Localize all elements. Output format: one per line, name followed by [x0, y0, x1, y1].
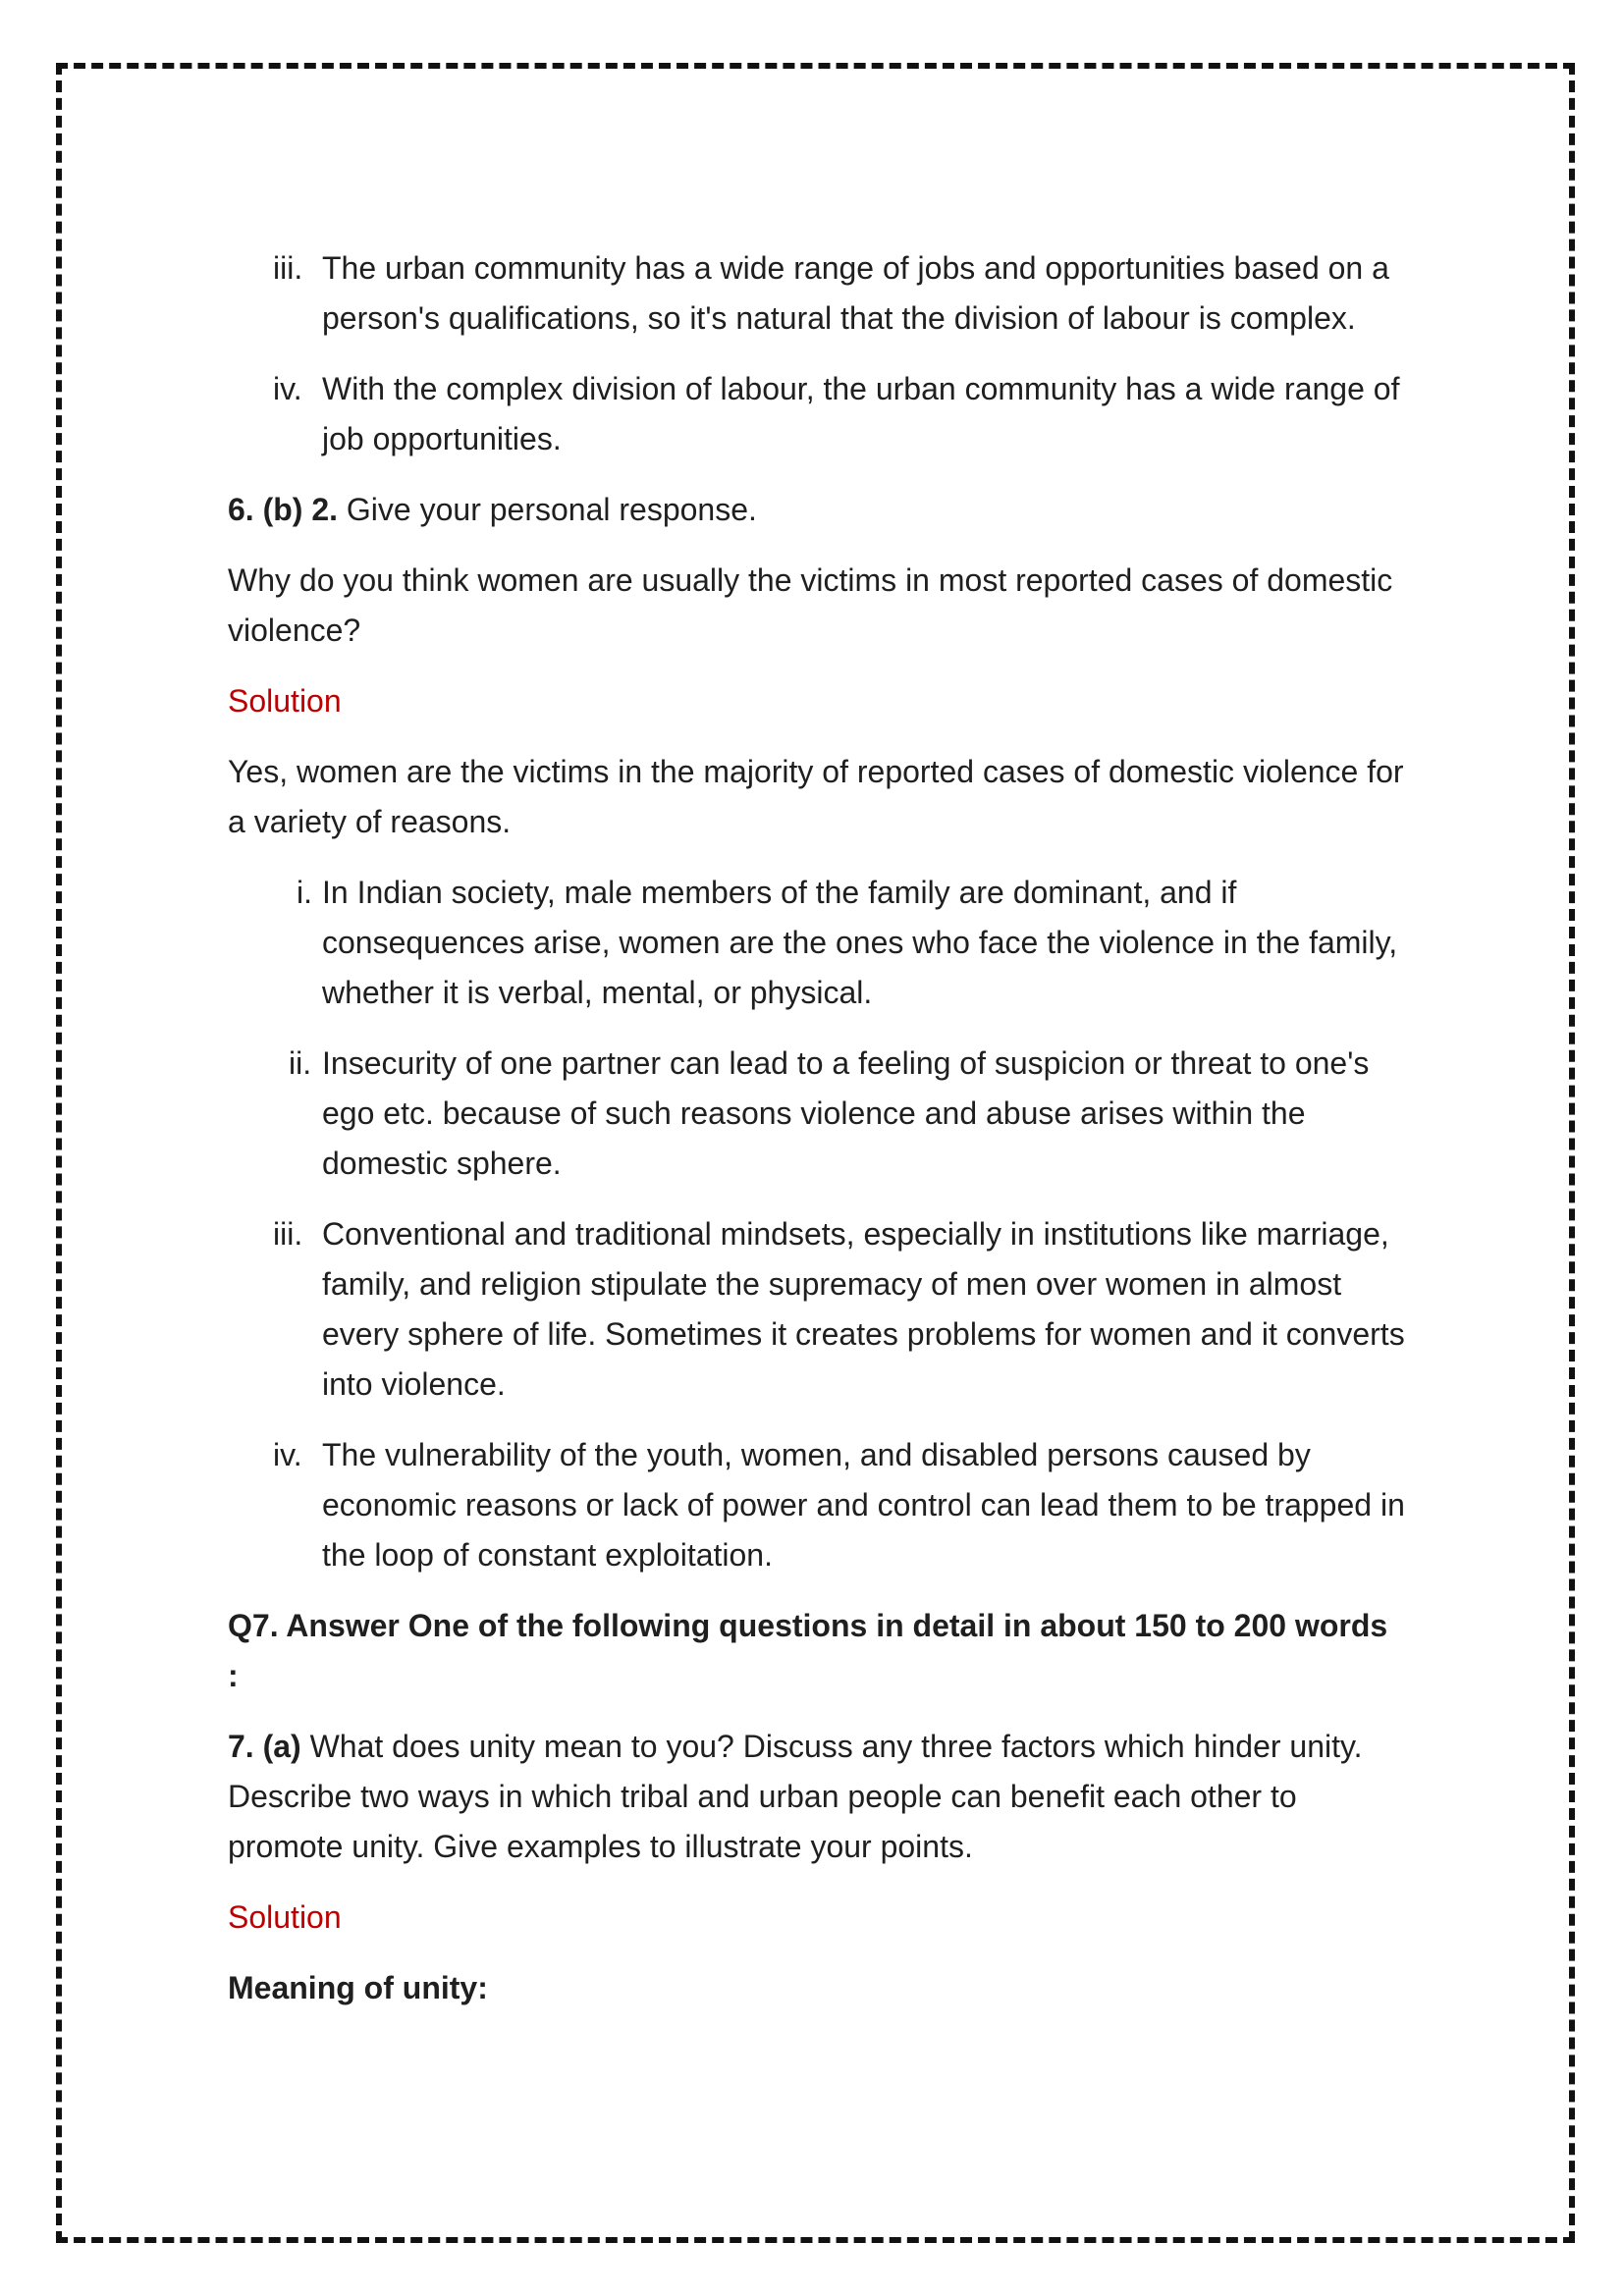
list-number: i. — [297, 875, 312, 910]
question-6b2 — [228, 485, 1406, 535]
meaning-heading: Meaning of unity: — [228, 1970, 488, 2005]
list-item — [228, 1430, 1406, 1580]
question-label: 7. (a) — [228, 1729, 301, 1764]
question-label: 6. (b) 2. — [228, 492, 339, 527]
list-text: In Indian society, male members of the family are dominant, and if consequences arise, women are the ones who face the violence in the family, whether it is verbal, mental, or physical. — [322, 875, 1398, 1010]
list-item — [228, 1209, 1406, 1410]
list-text: Conventional and traditional mindsets, especially in institutions like marriage, family, and religion stipulate the supremacy of men over women in almost every sphere of life. Sometimes it creates problems for women and it converts into violence. — [322, 1216, 1405, 1402]
list-number: iv. — [273, 371, 302, 406]
document-content — [228, 243, 1406, 2034]
list-item — [228, 1039, 1406, 1189]
solution-heading: Solution — [228, 1899, 342, 1935]
list-number: iii. — [273, 250, 303, 286]
question-text: Why do you think women are usually the victims in most reported cases of domestic violence? — [228, 562, 1393, 648]
list-text: Insecurity of one partner can lead to a feeling of suspicion or threat to one's ego etc. because of such reasons violence and abuse arises within the domestic sphere. — [322, 1045, 1370, 1181]
list-item — [228, 868, 1406, 1018]
list-text: The urban community has a wide range of jobs and opportunities based on a person's qualifications, so it's natural that the division of labour is complex. — [322, 250, 1389, 336]
list-text: With the complex division of labour, the urban community has a wide range of job opportunities. — [322, 371, 1400, 456]
list-text: The vulnerability of the youth, women, and disabled persons caused by economic reasons or lack of power and control can lead them to be trapped in the loop of constant exploitation. — [322, 1437, 1405, 1573]
q7-heading: Q7. Answer One of the following questions in detail in about 150 to 200 words : — [228, 1608, 1388, 1693]
answer-intro: Yes, women are the victims in the majority of reported cases of domestic violence for a variety of reasons. — [228, 754, 1404, 839]
list-number: iv. — [273, 1437, 302, 1472]
solution-heading: Solution — [228, 683, 342, 719]
question-text: What does unity mean to you? Discuss any three factors which hinder unity. Describe two ways in which tribal and urban people can benefit each other to promote unity. Give examples to illustrate your points. — [228, 1729, 1363, 1864]
question-7a — [228, 1722, 1406, 1872]
question-prompt: Give your personal response. — [346, 492, 757, 527]
list-item — [228, 243, 1406, 344]
list-number: ii. — [289, 1045, 312, 1081]
list-number: iii. — [273, 1216, 303, 1252]
list-item — [228, 364, 1406, 464]
